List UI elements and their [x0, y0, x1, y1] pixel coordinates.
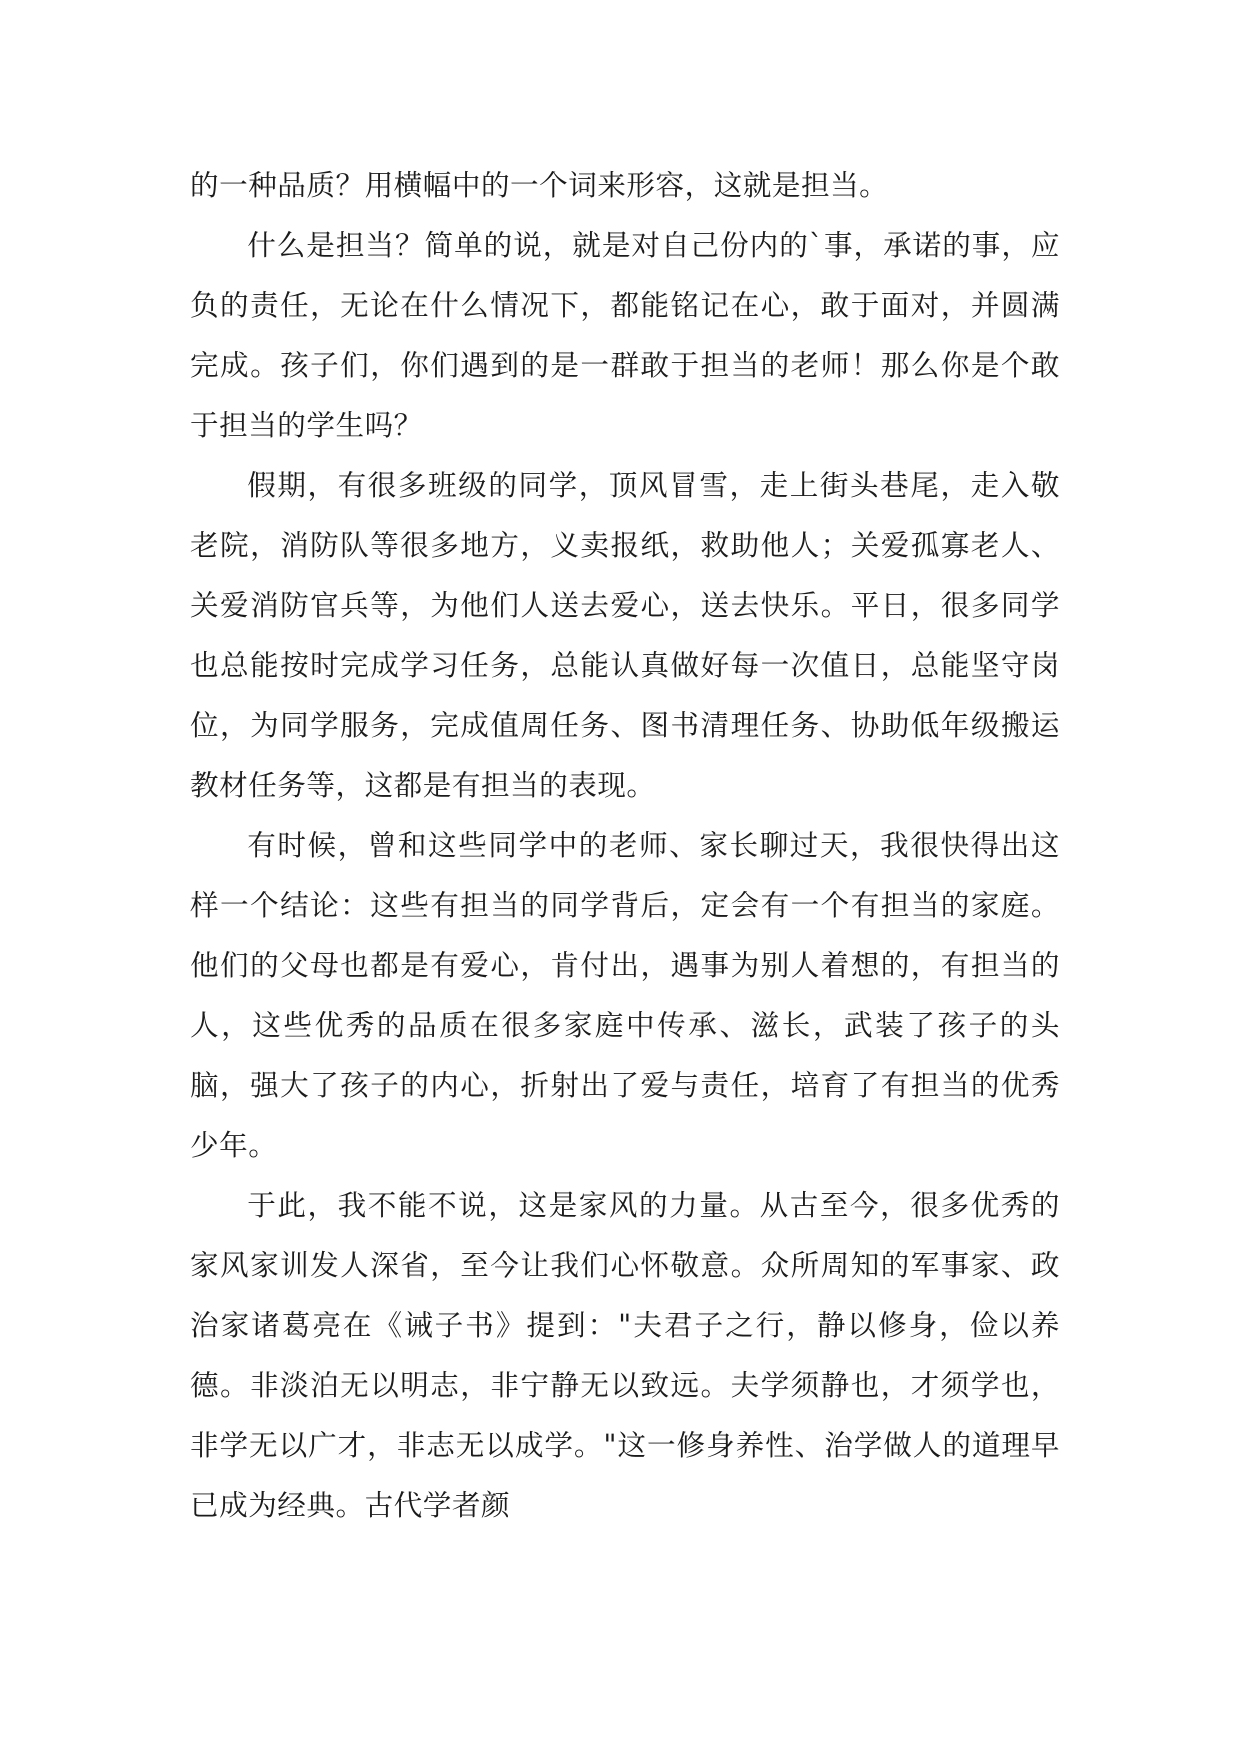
paragraph-5: 于此，我不能不说，这是家风的力量。从古至今，很多优秀的家风家训发人深省，至今让我们心怀敬意。众所周知的军事家、政治家诸葛亮在《诫子书》提到："夫君子之行，静以修身，俭以养德。非淡泊无以明志，非宁静无以致远。夫学须静也，才须学也，非学无以广才，非志无以成学。"这一修身养性、治学做人的道理早已成为经典。古代学者颜 [190, 1188, 1060, 1522]
paragraph-4: 有时候，曾和这些同学中的老师、家长聊过天，我很快得出这样一个结论：这些有担当的同学背后，定会有一个有担当的家庭。他们的父母也都是有爱心，肯付出，遇事为别人着想的，有担当的人，这些优秀的品质在很多家庭中传承、滋长，武装了孩子的头脑，强大了孩子的内心，折射出了爱与责任，培育了有担当的优秀少年。 [190, 828, 1060, 1162]
paragraph-2: 什么是担当？简单的说，就是对自己份内的`事，承诺的事，应负的责任，无论在什么情况下，都能铭记在心，敢于面对，并圆满完成。孩子们，你们遇到的是一群敢于担当的老师！那么你是个敢于担当的学生吗？ [190, 228, 1060, 442]
paragraph-1: 的一种品质？用横幅中的一个词来形容，这就是担当。 [190, 168, 889, 202]
document-page [190, 155, 1060, 1535]
paragraph-3: 假期，有很多班级的同学，顶风冒雪，走上街头巷尾，走入敬老院，消防队等很多地方，义卖报纸，救助他人；关爱孤寡老人、关爱消防官兵等，为他们人送去爱心，送去快乐。平日，很多同学也总能按时完成学习任务，总能认真做好每一次值日，总能坚守岗位，为同学服务，完成值周任务、图书清理任务、协助低年级搬运教材任务等，这都是有担当的表现。 [190, 468, 1060, 802]
